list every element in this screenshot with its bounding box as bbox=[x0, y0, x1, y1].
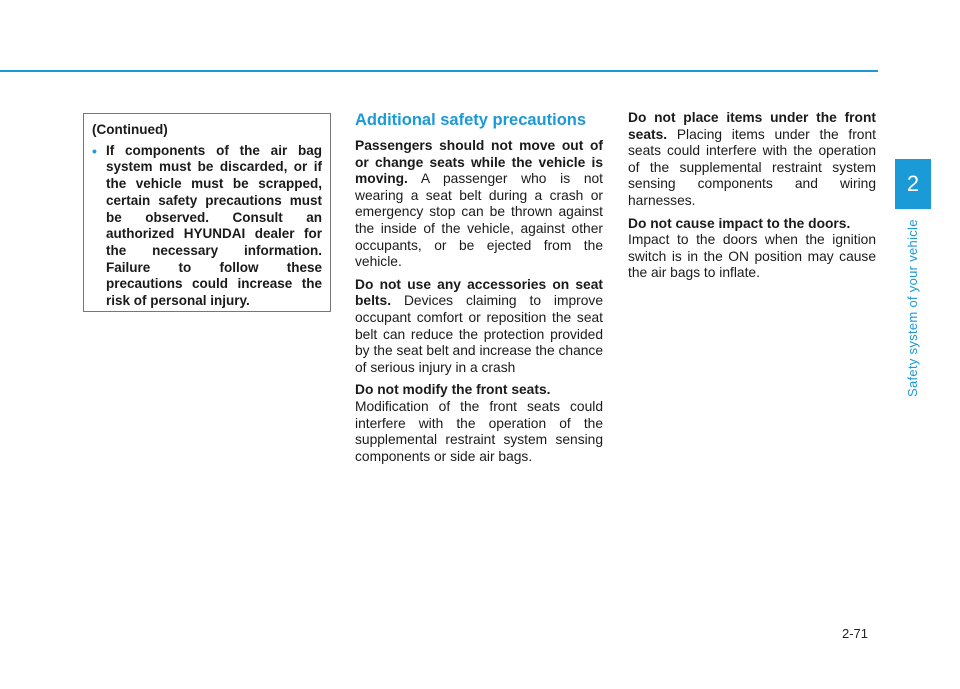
paragraph bbox=[628, 216, 876, 282]
chapter-number: 2 bbox=[906, 171, 920, 196]
warning-box bbox=[83, 113, 331, 312]
paragraph-body: Placing items under the front seats could interfere with the operation of the supplemental restraint system sensing components and wiring harnesses. bbox=[628, 126, 876, 208]
paragraph-lead: Do not modify the front seats. bbox=[355, 382, 551, 398]
column-2 bbox=[628, 110, 876, 288]
warning-heading: (Continued) bbox=[92, 122, 168, 137]
paragraph-lead: Do not use any accessories on seat belts. bbox=[355, 276, 603, 309]
paragraph bbox=[355, 138, 603, 271]
paragraph-lead: Passengers should not move out of or change seats while the vehicle is moving. bbox=[355, 138, 603, 187]
bullet-icon: • bbox=[92, 142, 97, 159]
paragraph-body: Impact to the doors when the ignition switch is in the ON position may cause the air bags to inflate. bbox=[628, 232, 876, 281]
paragraph bbox=[355, 382, 603, 465]
paragraph-lead: Do not cause impact to the doors. bbox=[628, 215, 851, 231]
chapter-tab bbox=[895, 159, 931, 209]
header-rule bbox=[0, 70, 878, 72]
paragraph-body: Devices claiming to improve occupant comfort or reposition the seat belt can reduce the protection provided by the seat belt and increase the chance of serious injury in a crash bbox=[355, 293, 603, 375]
paragraph bbox=[628, 110, 876, 210]
paragraph-body: Modification of the front seats could interfere with the operation of the supplemental restraint system sensing components or side air bags. bbox=[355, 398, 603, 464]
section-title: Additional safety precautions bbox=[355, 111, 587, 129]
column-1 bbox=[355, 110, 603, 471]
warning-item bbox=[92, 143, 322, 310]
page-number: 2-71 bbox=[842, 626, 869, 641]
paragraph-body: A passenger who is not wearing a seat belt during a crash or emergency stop can be thrown against the inside of the vehicle, against other occupants, or be ejected from the vehicle. bbox=[355, 171, 603, 270]
paragraph bbox=[355, 277, 603, 377]
warning-text: If components of the air bag system must be discarded, or if the vehicle must be scrapped, certain safety precautions must be observed. Consult an authorized HYUNDAI dealer for the necessary information. Failure to follow these precautions could increase the risk of personal injury. bbox=[106, 142, 322, 309]
chapter-title: Safety system of your vehicle bbox=[905, 219, 920, 397]
paragraph-lead: Do not place items under the front seats. bbox=[628, 110, 876, 142]
